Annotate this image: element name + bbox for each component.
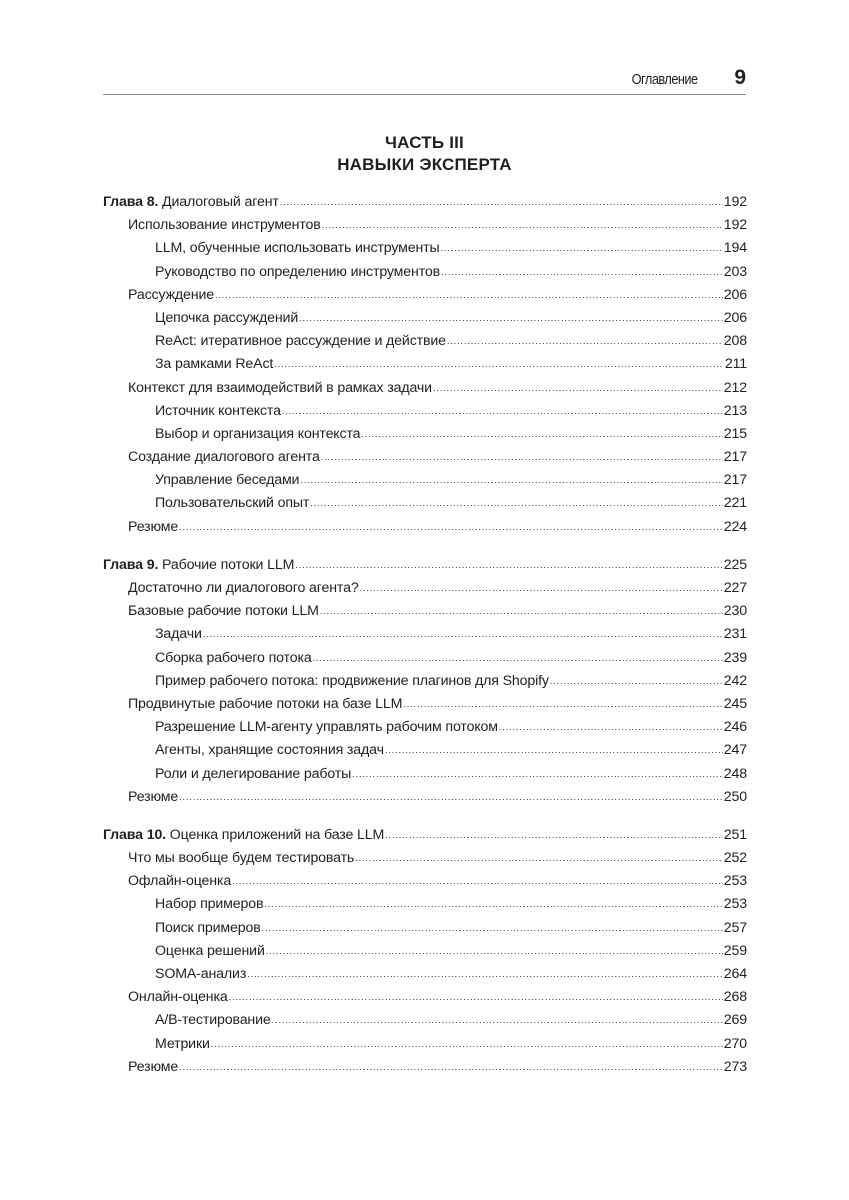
- toc-entry-title: [128, 693, 402, 716]
- toc-title-text: SOMA-анализ: [155, 966, 247, 982]
- toc-section-entry[interactable]: [103, 917, 747, 940]
- toc-section-entry[interactable]: [103, 693, 747, 716]
- toc-page-number: 192: [723, 194, 747, 210]
- toc-entry-title: [155, 330, 446, 353]
- toc-title-text: Рассуждение: [128, 286, 214, 303]
- toc-page-number: 246: [723, 719, 747, 736]
- dot-leader: [272, 1009, 723, 1032]
- toc-page-number: 206: [723, 286, 747, 303]
- toc-page-number: 192: [723, 217, 747, 234]
- toc-section-entry[interactable]: [103, 577, 747, 600]
- dot-leader: [300, 469, 722, 492]
- toc-section-entry[interactable]: [103, 446, 747, 469]
- toc-entry-title: [155, 469, 299, 492]
- toc-title-text: Цепочка рассуждений: [155, 309, 299, 326]
- toc-entry-title: [128, 377, 432, 400]
- toc-page-number: 253: [723, 873, 747, 890]
- dot-leader: [203, 623, 723, 646]
- toc-page-number: 213: [723, 402, 747, 419]
- dot-leader: [266, 940, 723, 963]
- dot-leader: [441, 237, 723, 260]
- chapter-number: Глава 8.: [103, 194, 159, 210]
- dot-leader: [550, 670, 723, 693]
- toc-entry-title: [155, 940, 265, 963]
- dot-leader: [247, 963, 723, 986]
- dot-leader: [433, 377, 723, 400]
- chapter-number: Глава 9.: [103, 556, 159, 573]
- toc-section-entry[interactable]: [103, 353, 747, 376]
- toc-page-number: 231: [723, 626, 747, 643]
- toc-entry-title: [155, 763, 351, 786]
- toc-entry-title: [155, 893, 263, 916]
- toc-title-text: Метрики: [155, 1035, 210, 1052]
- dot-leader: [215, 284, 723, 307]
- toc-section-entry[interactable]: [103, 1033, 747, 1056]
- toc-page-number: 194: [723, 240, 747, 257]
- toc-entry-title: [155, 353, 273, 376]
- toc-entry-title: [128, 516, 178, 539]
- toc-entry-title: [128, 1056, 178, 1079]
- running-head-title: Оглавление: [632, 71, 698, 88]
- toc-section-entry[interactable]: [103, 940, 747, 963]
- toc-title-text: Резюме: [128, 1058, 179, 1075]
- toc-page-number: 208: [723, 333, 747, 350]
- dot-leader: [179, 1056, 723, 1079]
- toc-entry-title: [155, 261, 440, 284]
- toc-page-number: 215: [723, 425, 747, 442]
- toc-title-text: Набор примеров: [155, 896, 264, 913]
- toc-entry-title: [128, 786, 178, 809]
- toc-page-number: 239: [723, 649, 747, 666]
- toc-page-number: 221: [723, 495, 747, 512]
- toc-section-entry[interactable]: [103, 492, 747, 515]
- toc-section-entry[interactable]: [103, 647, 747, 670]
- toc-page-number: 212: [723, 379, 747, 396]
- toc-section-entry[interactable]: [103, 214, 747, 237]
- toc-title-text: Агенты, хранящие состояния задач: [155, 742, 384, 759]
- dot-leader: [321, 446, 723, 469]
- toc-title-text: Выбор и организация контекста: [155, 425, 361, 442]
- toc-section-entry[interactable]: [103, 377, 747, 400]
- toc-page-number: 269: [723, 1012, 747, 1029]
- toc-chapter-entry[interactable]: [103, 554, 747, 577]
- toc-title-text: Онлайн-оценка: [128, 989, 228, 1006]
- toc-page-number: 250: [723, 788, 747, 805]
- toc-section-entry[interactable]: [103, 986, 747, 1009]
- toc-entry-title: [103, 191, 279, 214]
- toc-title-text: ReAct: итеративное рассуждение и действие: [155, 333, 446, 350]
- dot-leader: [310, 492, 722, 515]
- toc-section-entry[interactable]: [103, 1009, 747, 1032]
- dot-leader: [280, 191, 723, 214]
- toc-page-number: 257: [723, 919, 747, 936]
- dot-leader: [447, 330, 723, 353]
- toc-page-number: 259: [723, 942, 747, 959]
- toc-entry-title: [128, 870, 231, 893]
- toc-page-number: 217: [723, 472, 747, 489]
- part-number: ЧАСТЬ III: [385, 133, 464, 152]
- toc-page-number: 268: [723, 989, 747, 1006]
- dot-leader: [320, 600, 723, 623]
- toc-page-number: 225: [723, 556, 747, 573]
- toc-page-number: 224: [723, 518, 747, 535]
- toc-section-entry[interactable]: [103, 284, 747, 307]
- toc-section-entry[interactable]: [103, 469, 747, 492]
- dot-leader: [264, 893, 722, 916]
- toc-title-text: Контекст для взаимодействий в рамках задачи: [128, 379, 432, 396]
- toc-title-text: Офлайн-оценка: [128, 873, 232, 890]
- toc-entry-title: [103, 824, 384, 847]
- toc-entry-title: [155, 423, 360, 446]
- toc-section-entry[interactable]: [103, 739, 747, 762]
- toc-section-entry[interactable]: [103, 763, 747, 786]
- dot-leader: [361, 423, 722, 446]
- toc-title-text: А/В-тестирование: [155, 1012, 271, 1029]
- toc-chapter-entry[interactable]: [103, 191, 747, 214]
- toc-title-text: Базовые рабочие потоки LLM: [128, 603, 319, 620]
- dot-leader: [232, 870, 723, 893]
- toc-title-text: Создание диалогового агента: [128, 449, 320, 466]
- toc-chapter-entry[interactable]: [103, 824, 747, 847]
- toc-page-number: 251: [723, 826, 747, 843]
- toc-entry-title: [155, 716, 498, 739]
- toc-entry-title: [155, 1033, 210, 1056]
- dot-leader: [282, 400, 723, 423]
- toc-title-text: Пример рабочего потока: продвижение плагинов для Shopify: [155, 672, 549, 689]
- toc-entry-title: [128, 577, 359, 600]
- toc-title-text: Источник контекста: [155, 402, 281, 419]
- toc-entry-title: [155, 963, 246, 986]
- toc-entry-title: [155, 307, 298, 330]
- toc-page-number: 264: [723, 966, 747, 982]
- dot-leader: [360, 577, 723, 600]
- toc-page-number: 247: [723, 742, 747, 759]
- toc-page-number: 230: [723, 603, 747, 620]
- toc-section-entry[interactable]: [103, 893, 747, 916]
- toc-entry-title: [155, 1009, 271, 1032]
- toc-page-number: 245: [723, 695, 747, 712]
- toc-title-text: Рабочие потоки LLM: [158, 556, 295, 573]
- part-heading: [103, 132, 746, 176]
- dot-leader: [499, 716, 723, 739]
- toc-entry-title: [128, 986, 228, 1009]
- toc-title-text: Задачи: [155, 626, 202, 643]
- toc-page-number: 203: [723, 263, 747, 280]
- toc-title-text: LLM, обученные использовать инструменты: [155, 240, 440, 257]
- toc-entry-title: [155, 492, 309, 515]
- toc-section-entry[interactable]: [103, 670, 747, 693]
- toc-entry-title: [128, 847, 354, 870]
- toc-section-entry[interactable]: [103, 623, 747, 646]
- toc-title-text: Поиск примеров: [155, 919, 261, 936]
- toc-title-text: Диалоговый агент: [158, 194, 279, 210]
- dot-leader: [313, 647, 723, 670]
- toc-title-text: Использование инструментов: [128, 217, 321, 234]
- dot-leader: [352, 763, 723, 786]
- toc-entry-title: [155, 647, 312, 670]
- toc-page-number: 252: [723, 850, 747, 867]
- toc-title-text: Оценка приложений на базе LLM: [165, 826, 385, 843]
- toc-entry-title: [155, 400, 281, 423]
- dot-leader: [211, 1033, 723, 1056]
- toc-entry-title: [128, 284, 214, 307]
- toc-section-entry[interactable]: [103, 261, 747, 284]
- chapter-number: Глава 10.: [103, 826, 166, 843]
- toc-section-entry[interactable]: [103, 870, 747, 893]
- dot-leader: [355, 847, 723, 870]
- toc-section-entry[interactable]: [103, 516, 747, 539]
- toc-entry-title: [128, 214, 321, 237]
- toc-entry-title: [155, 237, 440, 260]
- toc-section-entry[interactable]: [103, 600, 747, 623]
- dot-leader: [385, 824, 723, 847]
- dot-leader: [299, 307, 723, 330]
- dot-leader: [179, 786, 723, 809]
- toc-title-text: Роли и делегирование работы: [155, 765, 352, 782]
- toc-section-entry[interactable]: [103, 400, 747, 423]
- toc-title-text: Пользовательский опыт: [155, 495, 310, 512]
- dot-leader: [322, 214, 723, 237]
- toc-title-text: За рамками ReAct: [155, 356, 274, 373]
- toc-page-number: 242: [723, 672, 747, 689]
- page-number: 9: [734, 66, 746, 89]
- dot-leader: [179, 516, 723, 539]
- toc-title-text: Продвинутые рабочие потоки на базе LLM: [128, 695, 403, 712]
- dot-leader: [229, 986, 723, 1009]
- toc-page-number: 211: [724, 356, 747, 373]
- dot-leader: [274, 353, 724, 376]
- toc-entry-title: [128, 446, 320, 469]
- toc-section-entry[interactable]: [103, 330, 747, 353]
- toc-entry-title: [155, 670, 549, 693]
- toc-page-number: 206: [723, 309, 747, 326]
- toc-title-text: Резюме: [128, 788, 179, 805]
- dot-leader: [403, 693, 722, 716]
- part-title: НАВЫКИ ЭКСПЕРТА: [337, 155, 512, 174]
- toc-entry-title: [103, 554, 294, 577]
- toc-title-text: Руководство по определению инструментов: [155, 263, 441, 280]
- toc-page-number: 273: [723, 1058, 747, 1075]
- toc-title-text: Резюме: [128, 518, 179, 535]
- toc-section-entry[interactable]: [103, 237, 747, 260]
- toc-entry-title: [155, 739, 384, 762]
- toc-title-text: Достаточно ли диалогового агента?: [128, 580, 359, 596]
- toc-page-number: 217: [723, 449, 747, 466]
- toc-section-entry[interactable]: [103, 423, 747, 446]
- toc-section-entry[interactable]: [103, 963, 747, 986]
- running-head: [103, 66, 746, 95]
- toc-page-number: 270: [723, 1035, 747, 1052]
- toc-title-text: Сборка рабочего потока: [155, 649, 312, 666]
- toc-page-number: 227: [723, 580, 747, 596]
- toc-entry-title: [155, 917, 261, 940]
- toc-title-text: Что мы вообще будем тестировать: [128, 850, 355, 867]
- dot-leader: [385, 739, 723, 762]
- toc-section-entry[interactable]: [103, 786, 747, 809]
- toc-page-number: 253: [723, 896, 747, 913]
- toc-entry-title: [155, 623, 202, 646]
- dot-leader: [295, 554, 723, 577]
- dot-leader: [262, 917, 723, 940]
- toc-entry-title: [128, 600, 319, 623]
- toc-section-entry[interactable]: [103, 716, 747, 739]
- toc-title-text: Разрешение LLM-агенту управлять рабочим потоком: [155, 719, 498, 736]
- toc-page-number: 248: [723, 765, 747, 782]
- toc-section-entry[interactable]: [103, 1056, 747, 1079]
- toc-section-entry[interactable]: [103, 307, 747, 330]
- toc-section-entry[interactable]: [103, 847, 747, 870]
- toc-title-text: Управление беседами: [155, 472, 300, 489]
- toc-title-text: Оценка решений: [155, 942, 265, 959]
- dot-leader: [441, 261, 723, 284]
- table-of-contents: [103, 191, 747, 1079]
